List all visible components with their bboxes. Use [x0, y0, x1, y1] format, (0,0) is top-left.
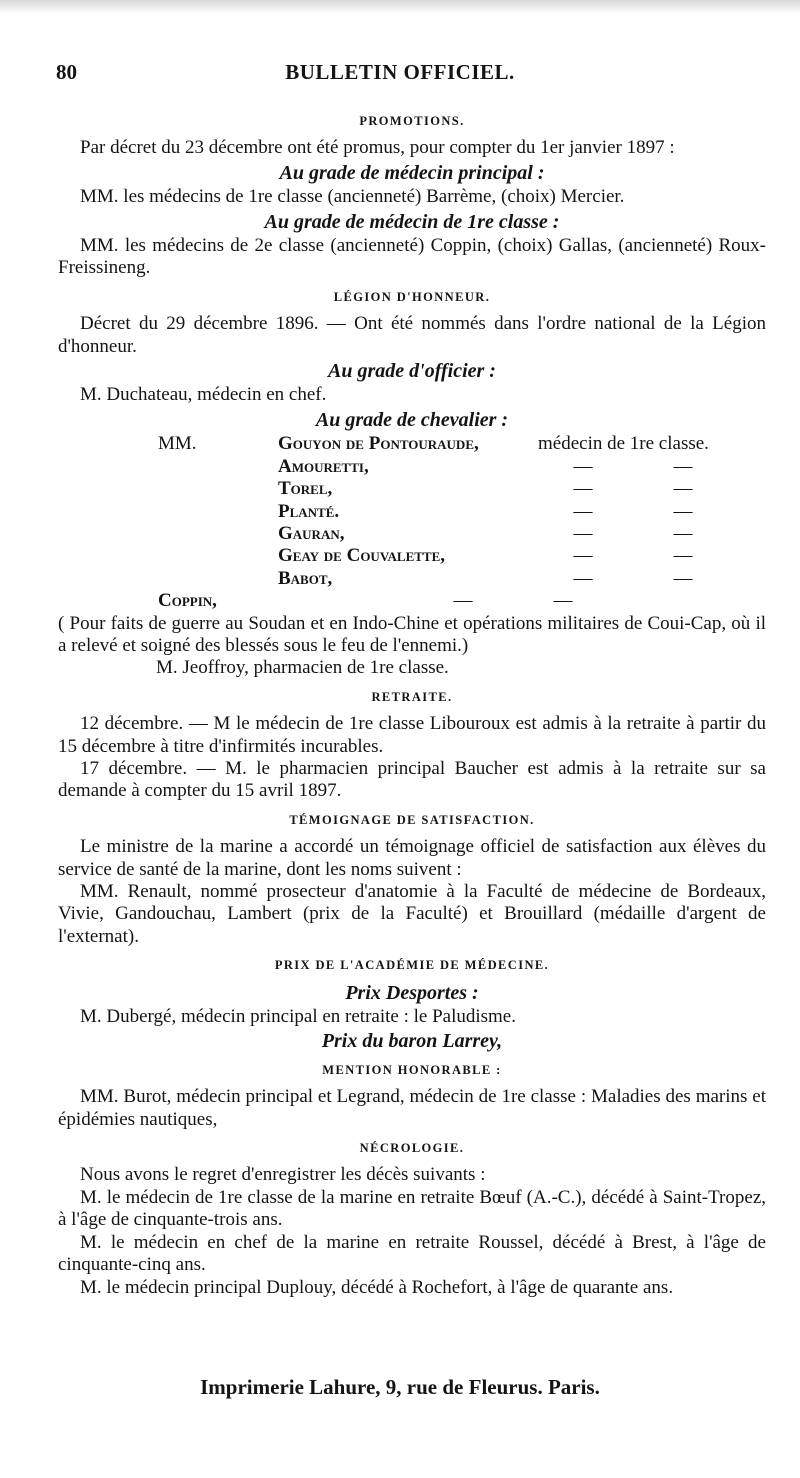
chevalier-role-1: médecin de 1re classe.: [538, 433, 709, 455]
ditto-mark: —: [573, 455, 593, 477]
retraite-paragraph-2: 17 décembre. — M. le pharmacien principal Baucher est admis à la retraite sur sa demande à compter du 15 avril 1897.: [58, 757, 766, 802]
jeoffroy-line: M. Jeoffroy, pharmacien de 1re classe.: [156, 657, 449, 679]
chevalier-name: Geay de Couvalette,: [278, 545, 446, 567]
grade-medecin-1re-classe: Au grade de médecin de 1re classe :: [264, 210, 560, 233]
page-top-shadow: [0, 0, 800, 14]
ditto-mark: —: [673, 567, 693, 589]
section-title-prix: PRIX DE L'ACADÉMIE DE MÉDECINE.: [274, 958, 550, 973]
coppin-entry: [58, 590, 766, 612]
chevalier-name-1: Gouyon de Pontouraude,: [278, 433, 479, 455]
legion-intro: Décret du 29 décembre 1896. — Ont été nommés dans l'ordre national de la Légion d'honneur.: [58, 313, 766, 357]
promotions-intro: Par décret du 23 décembre ont été promus, pour compter du 1er janvier 1897 :: [80, 137, 675, 159]
chevalier-name: Gauran,: [278, 522, 345, 544]
printer-imprint: Imprimerie Lahure, 9, rue de Fleurus. Paris.: [200, 1375, 600, 1399]
chevalier-name: Torel,: [278, 478, 333, 500]
running-head: BULLETIN OFFICIEL.: [285, 60, 515, 84]
prix-desportes-line: M. Dubergé, médecin principal en retraite : le Paludisme.: [80, 1006, 516, 1028]
page-body: [58, 104, 766, 1299]
prix-larrey-title: Prix du baron Larrey,: [321, 1030, 503, 1053]
ditto-mark: —: [673, 545, 693, 567]
ditto-mark: —: [573, 478, 593, 500]
grade-medecin-principal: Au grade de médecin principal :: [279, 161, 545, 184]
chevalier-name: Coppin,: [158, 590, 217, 612]
temoignage-paragraph-1: Le ministre de la marine a accordé un témoignage officiel de satisfaction aux élèves du service de santé de la marine, dont les noms suivent :: [58, 836, 766, 880]
section-title-necrologie: NÉCROLOGIE.: [359, 1141, 465, 1156]
ditto-mark: —: [573, 545, 593, 567]
grade-officier: Au grade d'officier :: [328, 360, 496, 383]
ditto-mark: —: [673, 478, 693, 500]
mention-honorable: MENTION HONORABLE :: [322, 1062, 502, 1077]
necrologie-entry-1: M. le médecin de 1re classe de la marine en retraite Bœuf (A.-C.), décédé à Saint-Tropez, à l'âge de cinquante-trois ans.: [58, 1186, 766, 1231]
officier-line: M. Duchateau, médecin en chef.: [80, 384, 327, 406]
section-title-promotions: PROMOTIONS.: [359, 114, 465, 128]
chevalier-prefix: MM.: [158, 433, 197, 455]
promotions-line-1: MM. les médecins de 1re classe (ancienneté) Barrème, (choix) Mercier.: [80, 186, 625, 208]
ditto-mark: —: [573, 500, 593, 522]
chevalier-name: Babot,: [278, 567, 333, 589]
retraite-paragraph-1: 12 décembre. — M le médecin de 1re classe Libouroux est admis à la retraite à partir du 15 décembre à titre d'infirmités incurables.: [58, 713, 766, 757]
chevalier-name: Amouretti,: [278, 455, 369, 477]
prix-desportes-title: Prix Desportes :: [345, 981, 479, 1004]
section-title-temoignage: TÉMOIGNAGE DE SATISFACTION.: [289, 812, 535, 827]
grade-chevalier: Au grade de chevalier :: [315, 408, 509, 431]
promotions-line-2: MM. les médecins de 2e classe (ancienneté) Coppin, (choix) Gallas, (ancienneté) Roux-Freissineng.: [58, 235, 766, 279]
necrologie-entry-2: M. le médecin en chef de la marine en retraite Roussel, décédé à Brest, à l'âge de cinquante-cinq ans.: [58, 1231, 766, 1276]
ditto-mark: —: [573, 567, 593, 589]
section-title-legion: LÉGION D'HONNEUR.: [333, 289, 491, 304]
ditto-mark: —: [453, 590, 473, 612]
coppin-note: ( Pour faits de guerre au Soudan et en Indo-Chine et opérations militaires de Coui-Cap, où il a relevé et soigné des blessés sous le feu de l'ennemi.): [58, 612, 766, 656]
chevalier-list: [158, 433, 738, 590]
temoignage-paragraph-2: MM. Renault, nommé prosecteur d'anatomie à la Faculté de médecine de Bordeaux, Vivie, Gandouchau, Lambert (prix de la Faculté) et Brouillard (médaille d'argent de l'externat).: [58, 881, 766, 947]
ditto-mark: —: [573, 522, 593, 544]
ditto-mark: —: [673, 455, 693, 477]
necrologie-entry-3: M. le médecin principal Duplouy, décédé à Rochefort, à l'âge de quarante ans.: [80, 1276, 674, 1298]
prix-larrey-line: MM. Burot, médecin principal et Legrand, médecin de 1re classe : Maladies des marins et épidémies nautiques,: [58, 1086, 766, 1130]
necrologie-intro: Nous avons le regret d'enregistrer les décès suivants :: [80, 1164, 486, 1186]
chevalier-name: Planté.: [278, 500, 340, 522]
page-number: 80: [56, 60, 77, 84]
ditto-mark: —: [673, 522, 693, 544]
ditto-mark: —: [553, 590, 573, 612]
ditto-mark: —: [673, 500, 693, 522]
section-title-retraite: RETRAITE.: [371, 689, 453, 704]
